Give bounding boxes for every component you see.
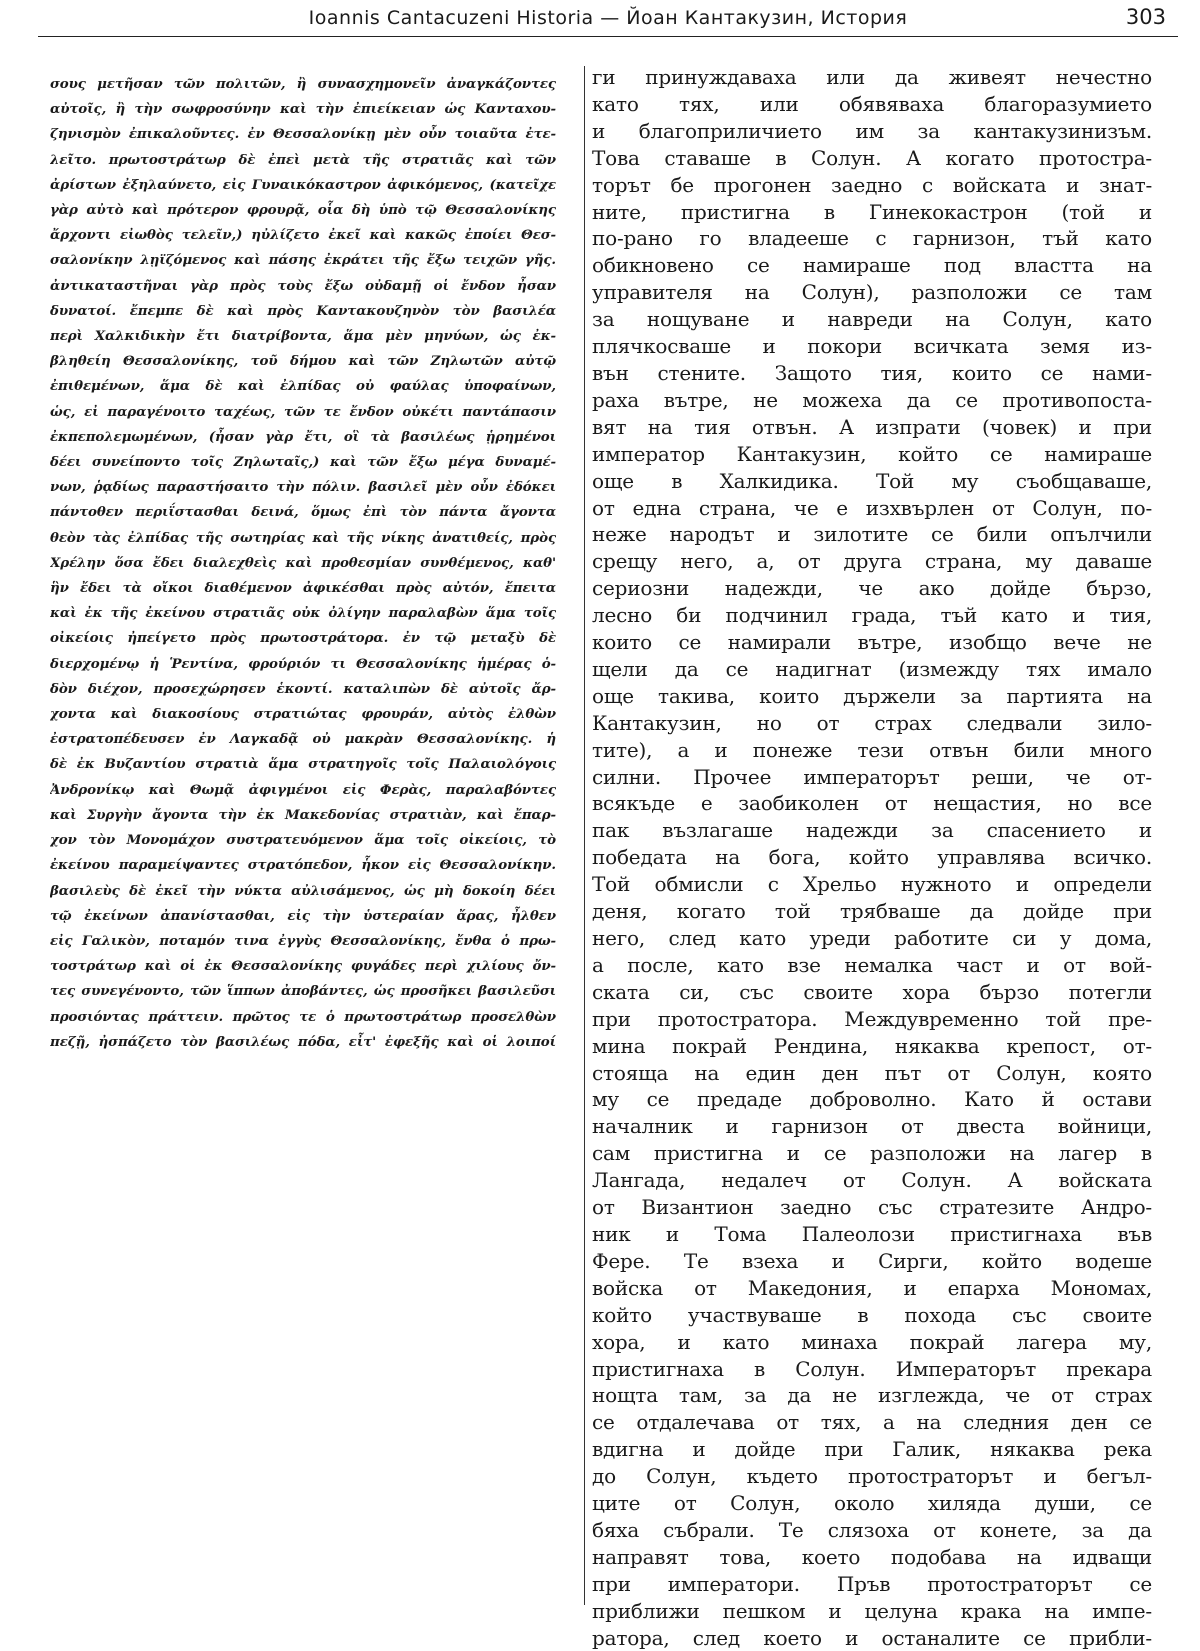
greek-text-line: ἣν ἔδει τὰ οἴκοι διαθέμενον ἀφικέσθαι πρὸς αὐτόν, ἔπειτα [50,580,556,597]
bulgarian-text-line: му се предаде доброволно. Като й остави [592,1087,1152,1112]
greek-text-line: ἐστρατοπέδευσεν ἐν Λαγκαδᾷ οὐ μακρὰν Θεσσαλονίκης. ἡ [50,731,556,748]
greek-text-line: χον τὸν Μονομάχον συστρατευόμενον ἅμα τοῖς οἰκείοις, τὸ [50,832,556,849]
bulgarian-text-line: ник и Тома Палеолози пристигнаха във [592,1221,1152,1246]
bulgarian-text-line: неже народът и зилотите се били опълчили [592,522,1152,547]
greek-text-line: ζηνισμὸν ἐπικαλοῦντες. ἐν Θεσσαλονίκῃ μὲν οὖν τοιαῦτα ἐτε- [50,126,556,143]
bulgarian-text-line: ците от Солун, около хиляда души, се [592,1491,1152,1516]
bulgarian-text-line: тите), а и понеже тези отвън били много [592,737,1152,762]
greek-text-line: δὸν διέχον, προσεχώρησεν ἑκοντί. καταλιπὼν δὲ αὐτοῖς ἄρ- [50,680,556,697]
bulgarian-text-line: още такива, които държели за партията на [592,683,1152,708]
bulgarian-text-line: управителя на Солун), разположи се там [592,280,1152,305]
bulgarian-text-line: който участвуваше в похода със своите [592,1302,1152,1327]
greek-text-line: Ἀνδρονίκῳ καὶ Θωμᾷ ἀφιγμένοι εἰς Φερὰς, παραλαβόντες [50,781,556,798]
greek-text-line: γὰρ αὐτὸ καὶ πρότερον φρουρᾷ, οἷα δὴ ὑπὸ τῷ Θεσσαλονίκης [50,202,556,219]
greek-text-line: χοντα καὶ διακοσίους στρατιώτας φρουράν, αὐτὸς ἐλθὼν [50,706,556,723]
bulgarian-text-line: плячкосваше и покори всичката земя из- [592,334,1152,359]
greek-text-line: προσιόντας πράττειν. πρῶτος τε ὁ πρωτοστράτωρ προσελθὼν [50,1008,556,1025]
greek-text-line: περὶ Χαλκιδικὴν ἔτι διατρίβοντα, ἅμα μὲν μηνύων, ὡς ἐκ- [50,328,556,345]
bulgarian-text-line: ската си, със своите хора бързо потегли [592,979,1152,1004]
bulgarian-text-line: всякъде е заобиколен от нещастия, но все [592,791,1152,816]
bulgarian-text-line: Фере. Те взеха и Сирги, който водеше [592,1248,1152,1273]
bulgarian-text-line: до Солун, където протостраторът и бегъл- [592,1464,1152,1489]
greek-text-line: αὐτοῖς, ἢ τὴν σωφροσύνην καὶ τὴν ἐπιείκειαν ὡς Κανταxου- [50,101,556,118]
bulgarian-text-line: Лангада, недалеч от Солун. А войската [592,1168,1152,1193]
bulgarian-text-line: щели да се надигнат (измежду тях имало [592,656,1152,681]
greek-text-line: οἰκείοις ἠπείγετο πρὸς πρωτοστράτορα. ἐν τῷ μεταξὺ δὲ [50,630,556,647]
greek-text-line: πάντοθεν περιΐστασθαι δεινά, ὅμως ἐπὶ τὸν πάντα ἄγοντα [50,504,556,521]
greek-text-line: τῷ ἐκείνων ἀπανίστασθαι, εἰς τὴν ὑστεραίαν ἄρας, ἦλθεν [50,907,556,924]
bulgarian-text-line: по-рано го владееше с гарнизон, тъй като [592,226,1152,251]
greek-text-line: νων, ῥᾳδίως παραστήσαιτο τὴν πόλιν. βασιλεῖ μὲν οὖν ἐδόκει [50,479,556,496]
bulgarian-text-line: от една страна, че е изхвърлен от Солун, по- [592,495,1152,520]
bulgarian-text-line: силни. Прочее императорът реши, че от- [592,764,1152,789]
greek-text-line: θεὸν τὰς ἐλπίδας τῆς σωτηρίας καὶ τῆς νίκης ἀνατιθείς, πρὸς [50,529,556,546]
greek-text-line: ἄρχοντι εἰωθὸς τελεῖν,) ηὐλίζετο ἐκεῖ καὶ κακῶς ἐποίει Θεσ- [50,227,556,244]
bulgarian-text-line: торът бе прогонен заедно с войската и знат- [592,172,1152,197]
bulgarian-text-line: Той обмисли с Хрельо нужното и определи [592,872,1152,897]
greek-text-line: Χρέλην ὅσα ἔδει διαλεχθεὶς καὶ προθεσμίαν συνθέμενος, καθ' [50,554,556,571]
bulgarian-text-line: победата на бога, който управлява всичко. [592,845,1152,870]
bulgarian-text-line: още в Халкидика. Той му съобщаваше, [592,468,1152,493]
greek-text-line: ἀντικαταστῆναι γὰρ πρὸς τοὺς ἔξω οὐδαμῇ οἱ ἔνδον ἦσαν [50,277,556,294]
greek-text-line: σους μετῆσαν τῶν πολιτῶν, ἢ συνασχημονεῖν ἀναγκάζοντες [50,76,556,92]
running-title: Ioannis Cantacuzeni Historia — Йоан Кантакузин, История [308,7,908,29]
bulgarian-text-line: пак възлагаше надежди за спасението и [592,818,1152,843]
column-divider [584,66,585,1605]
bulgarian-text-line: се отдалечава от тях, а на следния ден се [592,1410,1152,1435]
bulgarian-text-line: бяха събрали. Те слязоха от конете, за да [592,1517,1152,1542]
bulgarian-text-line: ги принуждаваха или да живеят нечестно [592,65,1152,89]
bulgarian-text-line: раха вътре, не можеха да се противопоста- [592,387,1152,412]
greek-text-line: ὡς, εἰ παραγένοιτο ταχέως, τῶν τε ἔνδον οὐκέτι παντάπασιν [50,403,556,420]
bulgarian-text-line: срещу него, а, от друга страна, му даваше [592,549,1152,574]
bulgarian-text-line: стояща на един ден път от Солун, която [592,1060,1152,1085]
greek-text-line: βληθείη Θεσσαλονίκης, τοῦ δήμου καὶ τῶν Ζηλωτῶν αὐτῷ [50,353,556,370]
bulgarian-text-line: които се намирали вътре, изобщо вече не [592,630,1152,655]
bulgarian-text-line: сериозни надежди, че ако дойде бързо, [592,576,1152,601]
greek-text-line: σαλονίκην λῃϊζόμενος καὶ πάσης ἐκράτει τῆς ἔξω τειχῶν γῆς. [50,252,556,269]
bulgarian-text-line: направят това, което подобава на идващи [592,1544,1152,1569]
bulgarian-text-line: обикновено се намираше под властта на [592,253,1152,278]
bulgarian-text-line: пристигнаха в Солун. Императорът прекара [592,1356,1152,1381]
greek-text-line: ἀρίστων ἐξηλαύνετο, εἰς Γυναικόκαστρον ἀφικόμενος, (κατεῖχε [50,176,556,193]
bulgarian-text-line: ратора, след което и останалите се прибли- [592,1625,1152,1650]
greek-text-line: καὶ Συργὴν ἄγοντα τὴν ἐκ Μακεδονίας στρατιὰν, καὶ ἔπαρ- [50,806,556,823]
greek-text-line: ἐκείνου παραμείψαντες στρατόπεδον, ἧκον εἰς Θεσσαλονίκην. [50,857,556,874]
greek-text-line: βασιλεὺς δὲ ἐκεῖ τὴν νύκτα αὐλισάμενος, ὡς μὴ δοκοίη δέει [50,882,556,899]
greek-text-column [50,72,556,1055]
page-number: 303 [1125,5,1166,29]
bulgarian-text-line: като тях, или обявяваха благоразумието [592,91,1152,116]
bulgarian-text-line: хора, и като минаха покрай лагера му, [592,1329,1152,1354]
bulgarian-text-line: а после, като взе немалка част и от вой- [592,952,1152,977]
bulgarian-text-line: и благоприличието им за кантакузинизъм. [592,118,1152,143]
bulgarian-text-line: за нощуване и навреди на Солун, като [592,307,1152,332]
bulgarian-text-line: при протостратора. Междувременно той пре- [592,1006,1152,1031]
bulgarian-text-line: вън стените. Защото тия, които се нами- [592,360,1152,385]
greek-text-line: τες συνεγένοντο, τῶν ἵππων ἀποβάντες, ὡς προσῆκει βασιλεῦσι [50,983,556,1000]
greek-text-line: δὲ ἐκ Βυζαντίου στρατιὰ ἅμα στρατηγοῖς τοῖς Παλαιολόγοις [50,756,556,773]
greek-text-line: λεῖτο. πρωτοστράτωρ δὲ ἐπεὶ μετὰ τῆς στρατιᾶς καὶ τῶν [50,151,556,168]
bulgarian-text-line: Кантакузин, но от страх следвали зило- [592,710,1152,735]
bulgarian-text-line: ните, пристигна в Гинекокастрон (той и [592,199,1152,224]
greek-text-line: δυνατοί. ἔπεμπε δὲ καὶ πρὸς Καντακουζηνὸν τὸν βασιλέα [50,302,556,319]
bulgarian-text-line: деня, когато той трябваше да дойде при [592,899,1152,924]
greek-text-line: εἰς Γαλικὸν, ποταμόν τινα ἐγγὺς Θεσσαλονίκης, ἔνθα ὁ πρω- [50,932,556,949]
bulgarian-text-line: сам пристигна и се разположи на лагер в [592,1141,1152,1166]
greek-text-line: δέει συνείποντο τοῖς Ζηλωταῖς,) καὶ τῶν ἔξω μέγα δυναμέ- [50,454,556,471]
greek-text-line: τοστράτωρ καὶ οἱ ἐκ Θεσσαλονίκης φυγάδες περὶ χιλίους ὄν- [50,958,556,975]
greek-text-line: διερχομένῳ ἡ Ῥεντίνα, φρούριόν τι Θεσσαλονίκης ἡμέρας ὁ- [50,655,556,672]
bulgarian-text-line: началник и гарнизон от двеста войници, [592,1114,1152,1139]
bulgarian-translation-column [592,64,1152,1651]
bulgarian-text-line: от Византион заедно със стратезите Андро- [592,1195,1152,1220]
bulgarian-text-line: нощта там, за да не изглежда, че от страх [592,1383,1152,1408]
bulgarian-text-line: лесно би подчинил града, тъй като и тия, [592,603,1152,628]
greek-text-line: ἐπιθεμένων, ἅμα δὲ καὶ ἐλπίδας οὐ φαύλας ὑποφαίνων, [50,378,556,395]
bulgarian-text-line: мина покрай Рендина, някаква крепост, от- [592,1033,1152,1058]
bulgarian-text-line: император Кантакузин, който се намираше [592,441,1152,466]
bulgarian-text-line: приближи пешком и целуна крака на импе- [592,1598,1152,1623]
bulgarian-text-line: вят на тия отвън. А изпрати (човек) и при [592,414,1152,439]
bulgarian-text-line: Това ставаше в Солун. А когато протостра- [592,145,1152,170]
running-header [38,0,1178,37]
greek-text-line: ἐκπεπολεμωμένων, (ἦσαν γὰρ ἔτι, οἳ τὰ βασιλέως ᾑρημένοι [50,428,556,445]
greek-text-line: πεζῇ, ἠσπάζετο τὸν βασιλέως πόδα, εἶτ' ἐφεξῆς καὶ οἱ λοιποί [50,1033,556,1050]
greek-text-line: καὶ ἐκ τῆς ἐκείνου στρατιᾶς οὐκ ὀλίγην παραλαβὼν ἅμα τοῖς [50,605,556,622]
bulgarian-text-line: войска от Македония, и епарха Мономах, [592,1275,1152,1300]
bulgarian-text-line: вдигна и дойде при Галик, някаква река [592,1437,1152,1462]
bulgarian-text-line: при императори. Пръв протостраторът се [592,1571,1152,1596]
bulgarian-text-line: него, след като уреди работите си у дома, [592,926,1152,950]
